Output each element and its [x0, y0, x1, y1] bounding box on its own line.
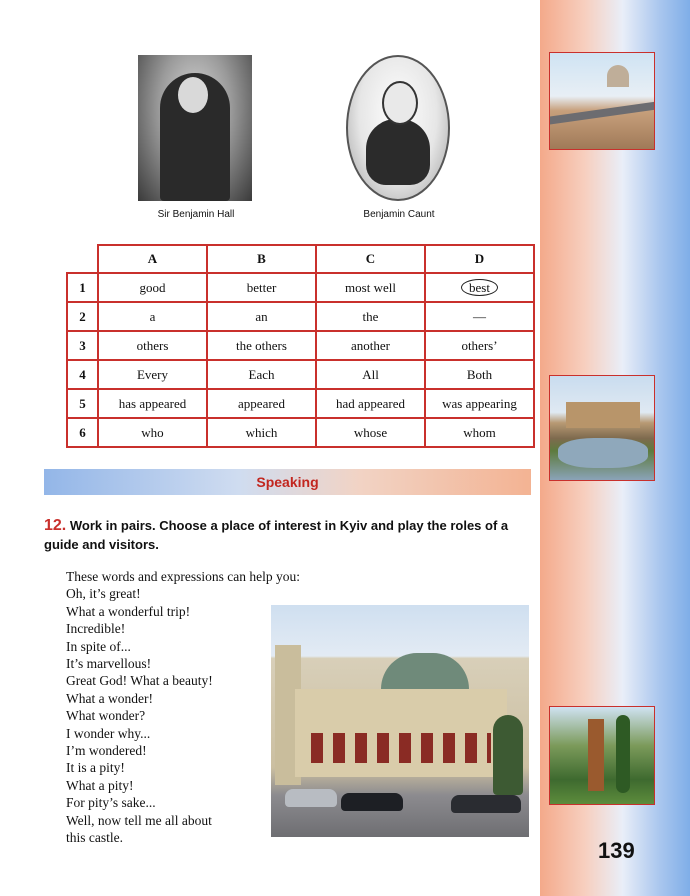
english-estate-photo [549, 375, 655, 481]
row-number: 1 [67, 273, 98, 302]
portrait-benjamin-caunt [346, 55, 450, 201]
phrase-line: Incredible! [66, 621, 126, 637]
table-cell: — [425, 302, 534, 331]
table-cell: which [207, 418, 316, 447]
section-header-bar [44, 469, 531, 495]
circled-answer: best [461, 279, 498, 296]
table-cell: appeared [207, 389, 316, 418]
row-number: 4 [67, 360, 98, 389]
table-cell-answer [425, 273, 534, 302]
section-title: Speaking [256, 474, 319, 490]
column-header: D [425, 245, 534, 273]
london-bridge-photo [549, 52, 655, 150]
table-row [67, 331, 534, 360]
table-cell: the others [207, 331, 316, 360]
pagoda-garden-photo [549, 706, 655, 805]
portrait-caption: Benjamin Caunt [363, 209, 435, 220]
table-cell: Every [98, 360, 207, 389]
table-cell: most well [316, 273, 425, 302]
table-cell: the [316, 302, 425, 331]
phrase-line: It’s marvellous! [66, 656, 152, 672]
table-cell: whom [425, 418, 534, 447]
task-number: 12. [44, 517, 67, 534]
row-number: 2 [67, 302, 98, 331]
page-number: 139 [598, 838, 635, 863]
table-cell: who [98, 418, 207, 447]
task-instruction [44, 516, 536, 554]
row-number: 6 [67, 418, 98, 447]
table-row [67, 302, 534, 331]
task-text: Work in pairs. Choose a place of interest in Kyiv and play the roles of a guide and visitors. [44, 518, 509, 552]
phrase-line: What wonder? [66, 708, 146, 724]
phrase-line: In spite of... [66, 638, 131, 654]
kyiv-opera-photo [271, 605, 529, 837]
table-cell: a [98, 302, 207, 331]
row-number: 5 [67, 389, 98, 418]
phrase-line: this castle. [66, 830, 123, 846]
table-row [67, 360, 534, 389]
table-cell: has appeared [98, 389, 207, 418]
table-cell: whose [316, 418, 425, 447]
table-corner [67, 245, 98, 273]
phrase-line: Great God! What a beauty! [66, 673, 213, 689]
phrase-line: For pity’s sake... [66, 795, 156, 811]
table-row [67, 273, 534, 302]
table-cell: others’ [425, 331, 534, 360]
table-row [67, 389, 534, 418]
table-cell: Each [207, 360, 316, 389]
table-cell: better [207, 273, 316, 302]
portrait-caption: Sir Benjamin Hall [157, 209, 235, 220]
answer-table [66, 244, 535, 448]
table-cell: was appearing [425, 389, 534, 418]
phrase-line: What a wonderful trip! [66, 603, 191, 619]
table-cell: others [98, 331, 207, 360]
phrase-line: I’m wondered! [66, 743, 147, 759]
column-header: C [316, 245, 425, 273]
table-cell: an [207, 302, 316, 331]
phrase-line: What a pity! [66, 777, 134, 793]
table-cell: another [316, 331, 425, 360]
column-header: B [207, 245, 316, 273]
column-header: A [98, 245, 207, 273]
phrase-line: It is a pity! [66, 760, 125, 776]
table-header-row [67, 245, 534, 273]
phrase-line: What a wonder! [66, 690, 153, 706]
table-cell: good [98, 273, 207, 302]
phrase-line: These words and expressions can help you: [66, 569, 300, 584]
table-cell: had appeared [316, 389, 425, 418]
phrase-line: I wonder why... [66, 725, 151, 741]
row-number: 3 [67, 331, 98, 360]
phrase-line: Well, now tell me all about [66, 812, 212, 828]
table-row [67, 418, 534, 447]
table-cell: Both [425, 360, 534, 389]
portrait-benjamin-hall [138, 55, 252, 201]
table-cell: All [316, 360, 425, 389]
phrase-line: Oh, it’s great! [66, 586, 141, 602]
